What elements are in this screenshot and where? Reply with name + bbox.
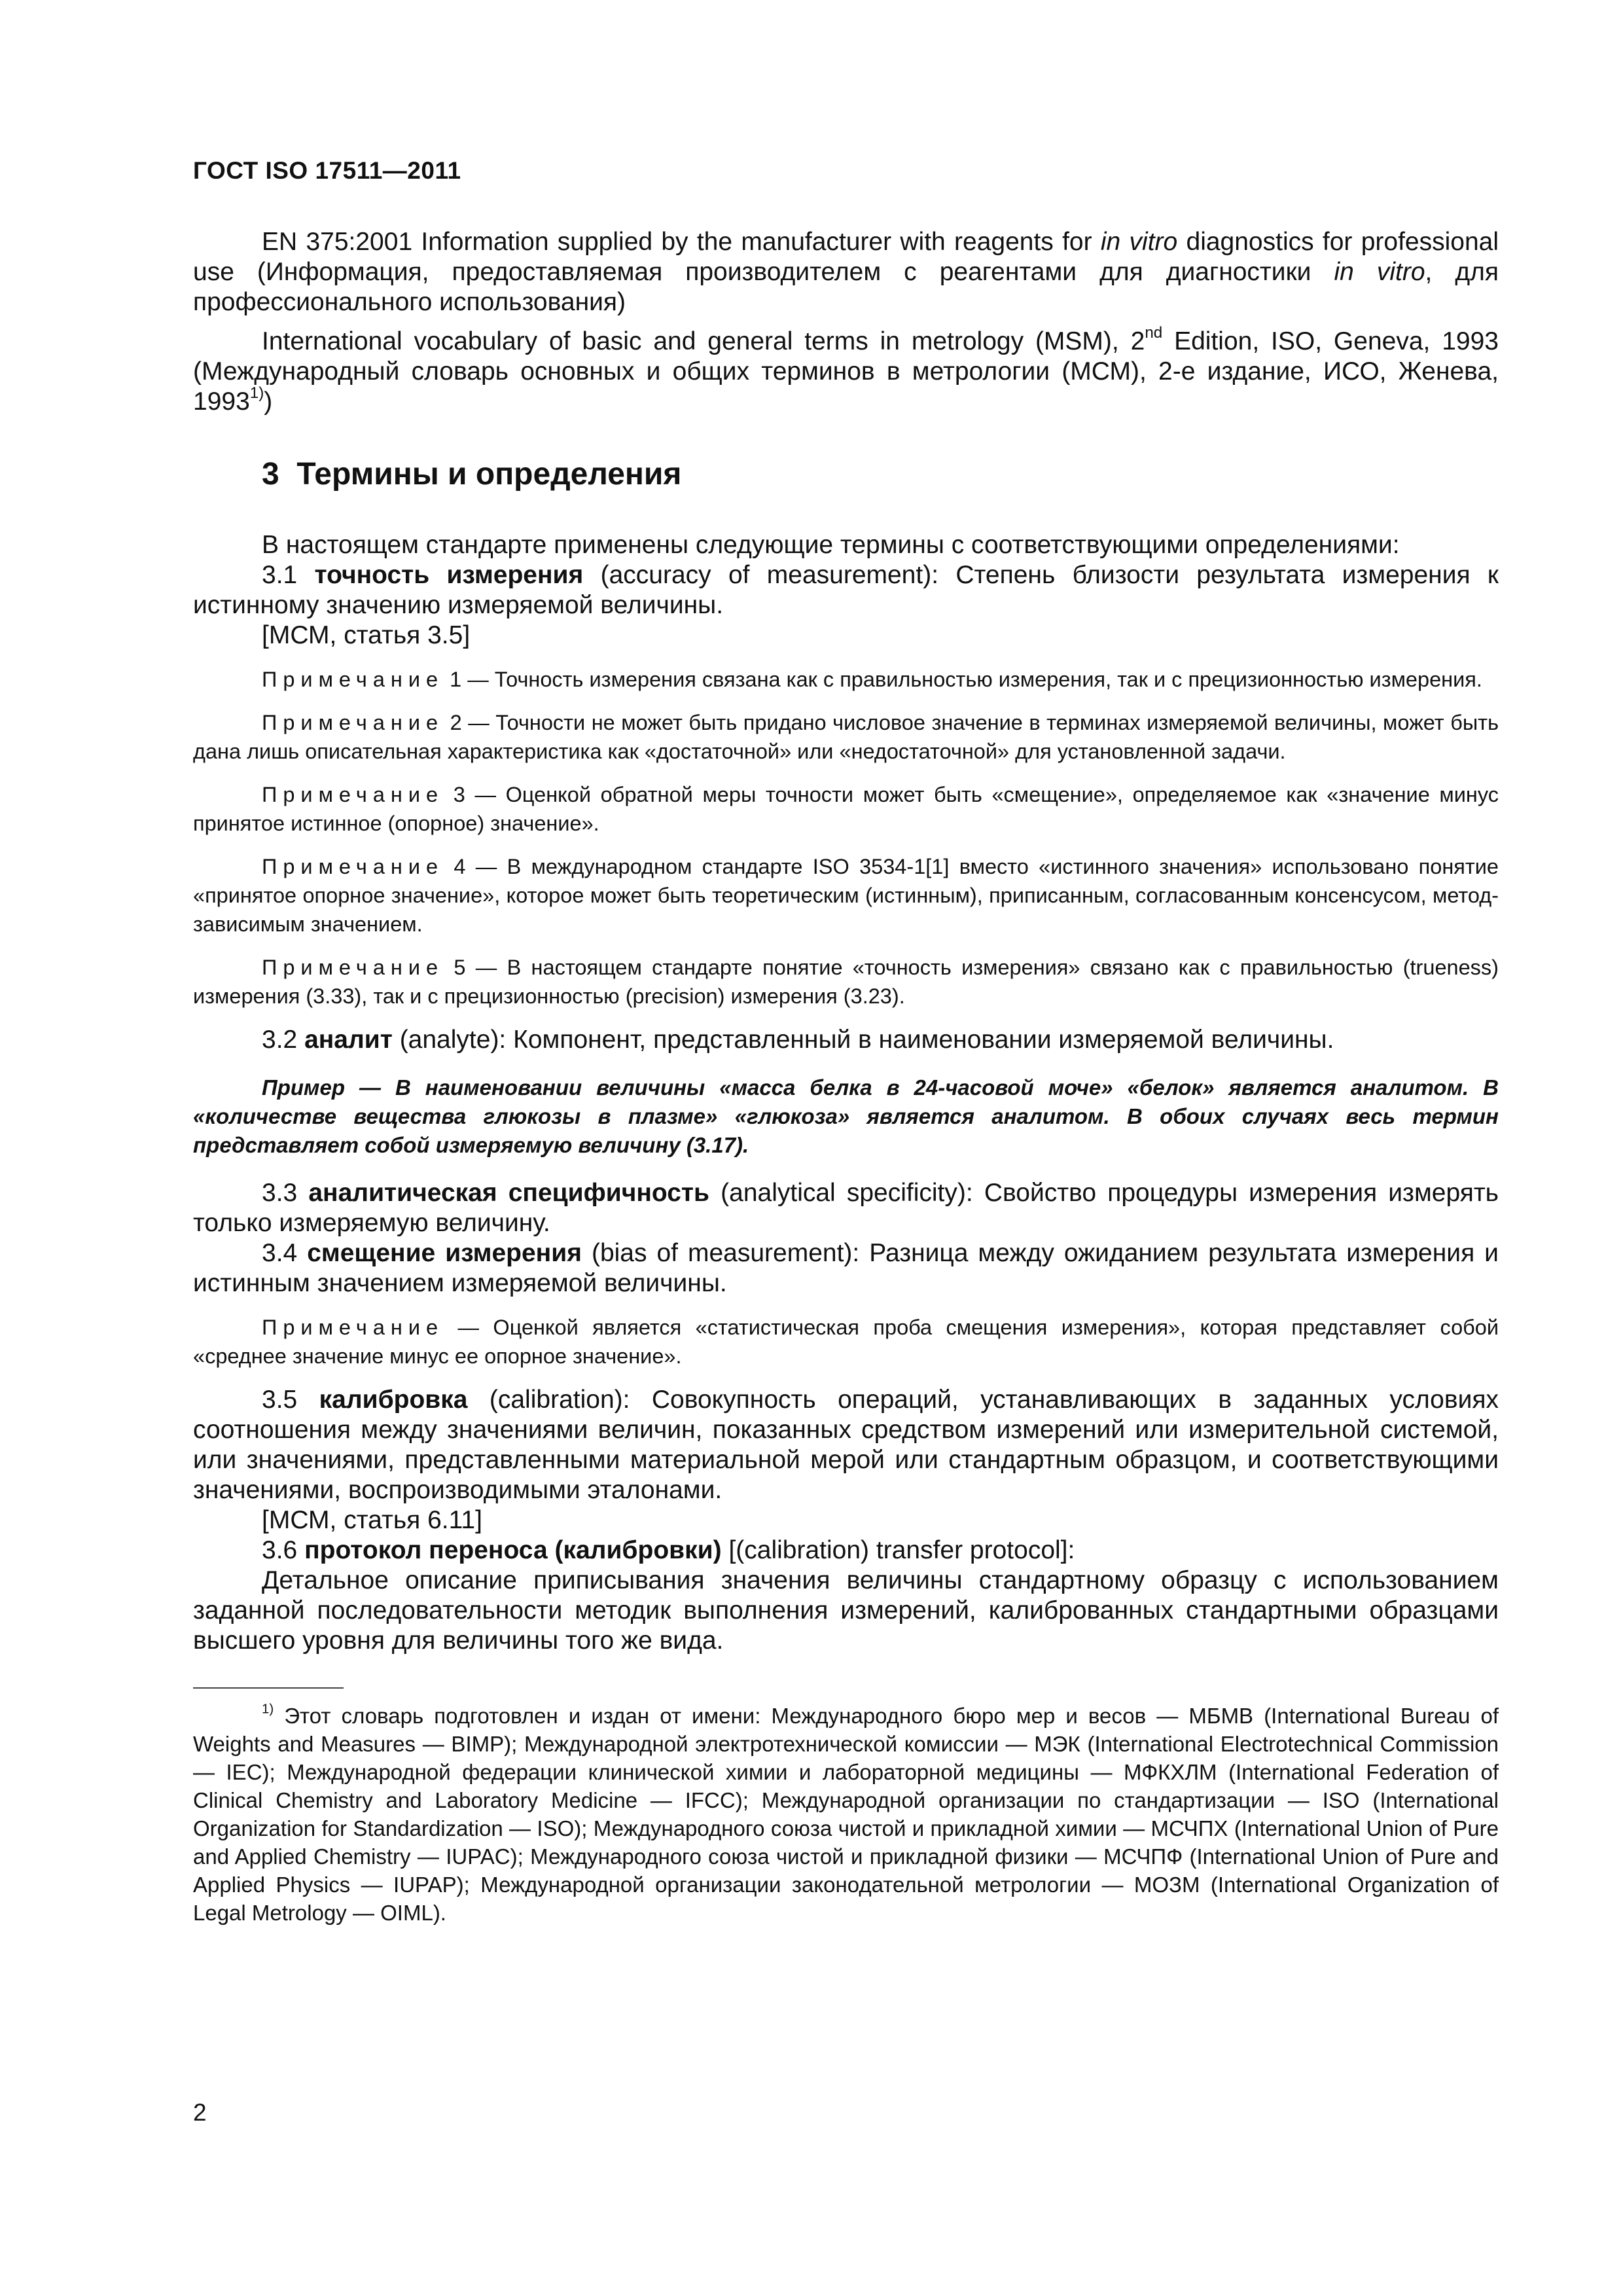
note-2: Примечание 2 — Точности не может быть придано числовое значение в терминах измеряемой величины, может быть дана лишь описательная характеристика как «достаточной» или «недостаточной» для установленной задачи. bbox=[193, 711, 1499, 763]
term-3-6: 3.6 протокол переноса (калибровки) [(calibration) transfer protocol]: bbox=[262, 1536, 1075, 1564]
term-3-5: 3.5 калибровка (calibration): Совокупность операций, устанавливающих в заданных условиях соотношения между значениями величин, показанных средством измерений или измерительной системой, или значениями, представленными материальной мерой или стандартным образцом, и соответствующими значениями, воспроизводимыми эталонами. bbox=[193, 1386, 1499, 1504]
term-3-2: 3.2 аналит (analyte): Компонент, представленный в наименовании измеряемой величины. bbox=[262, 1026, 1334, 1054]
footnote: $^{1)}$ Этот словарь подготовлен и издан от имени: Международного бюро мер и весов — МБМВ (International Bureau of Weights and Measures — BIMP); Международной электротехнической комиссии — МЭК (International Electrotechnical Commission — IEC); Международной федерации клинической химии и лабораторной медицины — МФКХЛМ (International Federation of Clinical Chemistry and Laboratory Medicine — IFCC); Международной организации по стандартизации — ISO (International Organization for Standardization — ISO); Международного союза чистой и прикладной химии — МСЧПХ (International Union of Pure and Applied Chemistry — IUPAC); Международного союза чистой и прикладной физики — МСЧПФ (International Union of Pure and Applied Physics — IUPAP); Международной организации законодательной метрологии — МОЗМ (International Organization of Legal Metrology — OIML). bbox=[193, 1701, 1499, 1925]
section-heading: 3 Термины и определения bbox=[262, 457, 682, 492]
note-4: Примечание 4 — В международном стандарте ISO 3534-1[1] вместо «истинного значения» использовано понятие «принятое опорное значение», которое может быть теоретическим (истинным), приписанным, согласованным консенсусом, метод-зависимым значением. bbox=[193, 855, 1499, 936]
reference-vim: International vocabulary of basic and general terms in metrology (MSM), 2nd Edition, ISO, Geneva, 1993 (Международный словарь основных и общих терминов в метрологии (МСМ), 2-е издание, ИСО, Женева, 1993$^{1)}$) bbox=[193, 323, 1499, 416]
document-page bbox=[193, 157, 1499, 1927]
term-3-1: 3.1 точность измерения (accuracy of measurement): Степень близости результата измерения к истинному значению измеряемой величины. bbox=[193, 561, 1499, 619]
term-3-4: 3.4 смещение измерения (bias of measurement): Разница между ожиданием результата измерения и истинным значением измеряемой величины. bbox=[193, 1239, 1499, 1297]
note-3-4: Примечание — Оценкой является «статистическая проба смещения измерения», которая представляет собой «среднее значение минус ее опорное значение». bbox=[193, 1316, 1499, 1368]
document-code-header: ГОСТ ISO 17511—2011 bbox=[193, 157, 461, 184]
footnote-reference: 1) bbox=[249, 384, 264, 402]
footnote-divider bbox=[193, 1687, 344, 1689]
term-3-5-source: [МСМ, статья 6.11] bbox=[262, 1506, 482, 1534]
term-3-1-source: [МСМ, статья 3.5] bbox=[262, 621, 471, 649]
term-3-6-text: Детальное описание приписывания значения величины стандартному образцу с использованием заданной последовательности методик выполнения измерений, калиброванных стандартными образцами высшего уровня для величины того же вида. bbox=[193, 1566, 1499, 1655]
reference-en375: EN 375:2001 Information supplied by the manufacturer with reagents for in vitro diagnostics for professional use (Информация, предоставляемая производителем с реагентами для диагностики in vitro, для профессионального использования) bbox=[193, 228, 1499, 316]
section-intro: В настоящем стандарте применены следующие термины с соответствующими определениями: bbox=[262, 531, 1400, 559]
note-5: Примечание 5 — В настоящем стандарте понятие «точность измерения» связано как с правильностью (trueness) измерения (3.33), так и с прецизионностью (precision) измерения (3.23). bbox=[193, 956, 1499, 1008]
page-number: 2 bbox=[193, 2099, 207, 2126]
term-3-3: 3.3 аналитическая специфичность (analytical specificity): Свойство процедуры измерения измерять только измеряемую величину. bbox=[193, 1179, 1499, 1237]
example-3-2: Пример — В наименовании величины «масса белка в 24-часовой моче» «белок» является аналитом. В «количестве вещества глюкозы в плазме» «глюкоза» является аналитом. В обоих случаях весь термин представляет собой измеряемую величину (3.17). bbox=[193, 1075, 1499, 1157]
note-3: Примечание 3 — Оценкой обратной меры точности может быть «смещение», определяемое как «значение минус принятое истинное (опорное) значение». bbox=[193, 783, 1499, 835]
note-1: Примечание 1 — Точность измерения связана как с правильностью измерения, так и с прецизионностью измерения. bbox=[262, 668, 1482, 691]
